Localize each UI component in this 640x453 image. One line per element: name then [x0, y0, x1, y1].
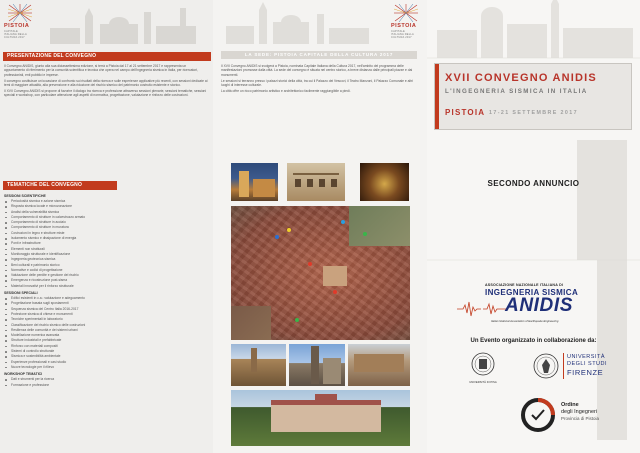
- ordine-ingegneri-logo: [521, 396, 621, 436]
- panel-cover: [427, 0, 640, 453]
- list-item: Formazione e professione: [4, 383, 208, 388]
- logo-sub-2: ITALIANA DELLA: [391, 33, 414, 36]
- list-item: Strutture industriali e prefabbricate: [4, 338, 208, 343]
- presentation-heading: PRESENTAZIONE DEL CONVEGNO: [3, 52, 211, 61]
- univ-firenze-line-1: UNIVERSITÀ: [567, 354, 606, 360]
- photo-palazzo: [287, 163, 345, 201]
- univ-firenze-line-3: FIRENZE: [567, 368, 604, 377]
- photo-night-cathedral: [231, 163, 278, 201]
- special-sessions-heading: SESSIONI SPECIALI: [4, 291, 38, 296]
- venue-paragraph: Il XVII Convegno ANIDIS si svolgerà a Pistoia, nominata Capitale Italiana della Cultura 2017, nell'ambito del programma delle manifestazioni promosse dalla città. La sede del convegno è situata nel centro storico, a breve distanza dalle principali piazze e dai monumenti.: [221, 64, 413, 77]
- ordine-seal-icon: [521, 398, 555, 432]
- logo-sub-1: CAPITALE: [391, 30, 405, 33]
- univ-firenze-seal-icon: [533, 353, 559, 379]
- list-item: Ingegneria geotecnica sismica: [4, 257, 208, 262]
- list-item: Tecniche sperimentali in laboratorio: [4, 317, 208, 322]
- list-item: Sismica e sostenibilità ambientale: [4, 354, 208, 359]
- map-marker: [363, 232, 367, 236]
- workshop-list: [4, 377, 208, 388]
- conference-subtitle: L'INGEGNERIA SISMICA IN ITALIA: [445, 88, 588, 95]
- anidis-logo: [457, 283, 613, 327]
- aerial-city-map: [231, 206, 410, 340]
- list-item: Sistemi di controllo strutturale: [4, 349, 208, 354]
- list-item: Progettazione basata sugli spostamenti: [4, 301, 208, 306]
- list-item: Analisi della vulnerabilità sismica: [4, 210, 208, 215]
- list-item: Classificazione del rischio sismico delle costruzioni: [4, 323, 208, 328]
- ordine-line-2: degli Ingegneri: [561, 409, 598, 415]
- logo-star-icon: [7, 3, 33, 23]
- photo-villa: [231, 390, 410, 446]
- list-item: Isolamento sismico e dissipazione di energia: [4, 236, 208, 241]
- presentation-paragraph: Il convegno costituisce un'occasione di confronto sui risultati della ricerca e sulle esperienze applicative più recenti, con sessioni dedicate ai temi di maggiore attualità, alla prevenzione e alla riduzione del rischio sismico del patrimonio costruito esistente e storico.: [4, 78, 208, 87]
- themes-block: [4, 192, 208, 388]
- map-marker: [308, 262, 312, 266]
- univ-pisa-name: UNIVERSITÀ DI PISA: [469, 380, 497, 384]
- venue-paragraph: La città offre un ricco patrimonio artistico e architettonico facilmente raggiungibile a piedi.: [221, 89, 351, 94]
- panel-left: [0, 0, 213, 453]
- pistoia-logo: [4, 3, 36, 39]
- list-item: Dati e strumenti per la ricerca: [4, 377, 208, 382]
- presentation-paragraph: Il XVII Convegno ANIDIS si propone di favorire il dialogo tra ricerca e professione attraverso sessioni plenarie, sessioni tematiche, sessioni speciali e workshop, con particolare attenzione agli aspetti di normativa, progettazione, valutazione e rinforzo delle costruzioni.: [4, 89, 207, 98]
- list-item: Modellazione numerica avanzata: [4, 333, 208, 338]
- conference-title: XVII CONVEGNO ANIDIS: [445, 72, 597, 84]
- venue-banner: LA SEDE: PISTOIA CAPITALE DELLA CULTURA 2017: [221, 51, 417, 59]
- map-marker: [287, 228, 291, 232]
- anidis-assoc-text: ASSOCIAZIONE NAZIONALE ITALIANA DI: [485, 283, 564, 287]
- themes-heading: TEMATICHE DEL CONVEGNO: [3, 181, 117, 190]
- venue-paragraph: Le sessioni si terranno presso i palazzi storici della città, tra cui il Palazzo dei Vescovi, il Teatro Manzoni, il Palazzo Comunale e altri luoghi di interesse culturale.: [221, 78, 413, 87]
- list-item: Resilienza delle comunità e dei sistemi urbani: [4, 328, 208, 333]
- list-item: Elementi non strutturali: [4, 247, 208, 252]
- scientific-sessions-heading: SESSIONI SCIENTIFICHE: [4, 194, 46, 198]
- photo-theatre: [360, 163, 409, 201]
- list-item: Normative e codici di progettazione: [4, 268, 208, 273]
- pistoia-logo: [389, 3, 423, 39]
- presentation-paragraph: Il Convegno ANIDIS, giunto alla sua diciassettesima edizione, si terrà a Pistoia dal 17 al 21 settembre 2017 e rappresenta un appuntamento di riferimento per la comunità scientifica e tecnica che opera nel campo dell'ingegneria sismica in Italia, per ricercatori, professionisti, enti pubblici e imprese.: [4, 64, 198, 77]
- photo-bell-tower: [289, 344, 345, 386]
- workshop-heading: WORKSHOP TEMATICI: [4, 372, 43, 377]
- conference-city: PISTOIA: [445, 108, 486, 117]
- list-item: Monitoraggio strutturale e identificazione: [4, 252, 208, 257]
- scientific-sessions-list: [4, 199, 208, 289]
- panel-center: [213, 0, 427, 453]
- list-item: Costruzioni in legno e strutture miste: [4, 231, 208, 236]
- list-item: Pericolosità sismica e azione sismica: [4, 199, 208, 204]
- list-item: Comportamento di strutture in muratura: [4, 225, 208, 230]
- list-item: Valutazione delle perdite e gestione del rischio: [4, 273, 208, 278]
- photo-street: [348, 344, 410, 386]
- list-item: Nuove tecnologie per il rilievo: [4, 365, 208, 370]
- map-marker: [295, 318, 299, 322]
- list-item: Beni culturali e patrimonio storico: [4, 263, 208, 268]
- list-item: Emergenza e ricostruzione post-sisma: [4, 278, 208, 283]
- photo-piazza: [231, 344, 286, 386]
- ordine-line-3: Provincia di Pistoia: [561, 416, 600, 421]
- ordine-line-1: Ordine: [561, 402, 579, 408]
- anidis-name: ANIDIS: [505, 295, 573, 316]
- special-sessions-list: [4, 296, 208, 370]
- map-marker: [333, 290, 337, 294]
- presentation-text: [4, 64, 208, 99]
- logo-star-icon: [393, 3, 419, 23]
- list-item: Comportamento di strutture in calcestruzzo armato: [4, 215, 208, 220]
- logo-sub-2: ITALIANA DELLA: [4, 33, 27, 36]
- map-marker: [275, 235, 279, 239]
- map-marker: [341, 220, 345, 224]
- univ-pisa-seal-icon: [471, 352, 495, 376]
- list-item: Protezione sismica di chiese e monumenti: [4, 312, 208, 317]
- announcement-label: SECONDO ANNUNCIO: [487, 179, 580, 188]
- list-item: Rinforzo con materiali compositi: [4, 344, 208, 349]
- skyline-decoration: [221, 2, 381, 44]
- univ-firenze-logo: [533, 353, 613, 385]
- logo-name: PISTOIA: [391, 23, 417, 29]
- logo-sub-3: CULTURA 2017: [391, 36, 412, 39]
- list-item: Risposta sismica locale e microzonazione: [4, 204, 208, 209]
- list-item: Edifici esistenti in c.a.: valutazione e adeguamento: [4, 296, 208, 301]
- skyline-decoration: [40, 2, 210, 44]
- collaboration-label: Un Evento organizzato in collaborazione da:: [470, 338, 597, 344]
- logo-sub-3: CULTURA 2017: [4, 36, 25, 39]
- anidis-sub-text: INGEGNERIA SISMICA: [485, 288, 579, 297]
- seismogram-icon: [457, 299, 507, 319]
- logo-sub-1: CAPITALE: [4, 30, 18, 33]
- list-item: Ponti e infrastrutture: [4, 241, 208, 246]
- venue-text: [221, 64, 421, 95]
- anidis-tagline: Italian National Association of Earthquake Engineering: [491, 319, 559, 323]
- conference-dates: 17-21 SETTEMBRE 2017: [489, 110, 578, 116]
- univ-firenze-line-2: DEGLI STUDI: [567, 361, 608, 367]
- list-item: Materiali innovativi per il rinforzo strutturale: [4, 284, 208, 289]
- list-item: Sequenza sismica del Centro Italia 2016-2017: [4, 307, 208, 312]
- list-item: Esperienze professionali e casi studio: [4, 360, 208, 365]
- list-item: Comportamento di strutture in acciaio: [4, 220, 208, 225]
- univ-pisa-logo: [465, 352, 501, 392]
- logo-name: PISTOIA: [4, 23, 30, 29]
